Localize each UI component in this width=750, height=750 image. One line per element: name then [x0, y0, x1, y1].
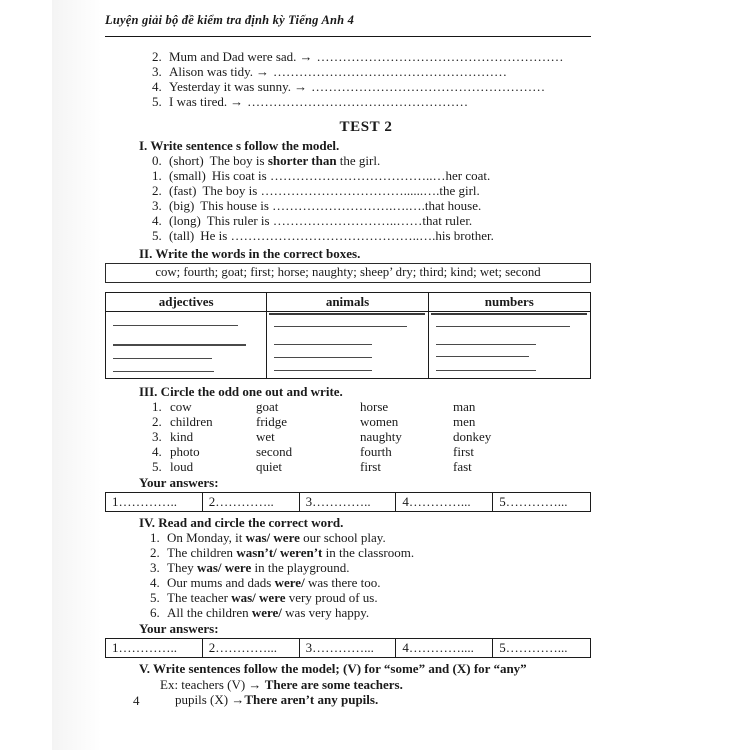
word-option: goat [256, 399, 279, 414]
item-text-after: was very happy. [281, 605, 370, 620]
answer-cell: 3………….. [300, 493, 397, 511]
item-bold-text: were/ [274, 575, 305, 590]
answer-cell: 3…………... [300, 639, 397, 657]
word-option: first [453, 444, 474, 459]
dotted-blank: ……………………………………..…. [230, 228, 436, 243]
list-item [152, 79, 591, 94]
example-label: Ex: teachers (V) → [160, 677, 265, 692]
word-option: quiet [256, 459, 282, 474]
odd-one-out-row [152, 414, 591, 429]
word-option: photo [170, 444, 200, 459]
section-1-heading: I. Write sentence s follow the model. [139, 138, 340, 153]
section-4-heading: IV. Read and circle the correct word. [139, 515, 344, 530]
arrow-icon: → [299, 49, 313, 64]
blank-line [113, 325, 238, 326]
section-5-heading: V. Write sentences follow the model; (V) for “some” and (X) for “any” [139, 661, 527, 676]
item-text: They [167, 560, 197, 575]
example-bold-text: There aren’t any pupils. [244, 692, 379, 707]
dotted-blank: ………………………..…… [272, 213, 423, 228]
section-1-items [152, 153, 591, 243]
item-bold-text: was/ were [245, 530, 300, 545]
arrow-icon: → [230, 94, 244, 109]
item-text-after: that house. [424, 198, 482, 213]
section-3-heading: III. Circle the odd one out and write. [139, 384, 343, 399]
odd-one-out-row [152, 444, 591, 459]
item-bold-text: was/ were [196, 560, 252, 575]
odd-one-out-row [152, 399, 591, 414]
dotted-blank: ………………………………..… [269, 168, 446, 183]
page-edge-shadow [52, 0, 102, 750]
word-option: fourth [360, 444, 392, 459]
answers-table-1 [105, 492, 591, 512]
list-item [152, 49, 591, 64]
blank-line [113, 371, 214, 372]
item-text: He is [200, 228, 231, 243]
item-text-after: that ruler. [422, 213, 473, 228]
item-text: His coat is [211, 168, 270, 183]
item-text: The boy is [209, 153, 268, 168]
item-bold-text: shorter than [267, 153, 337, 168]
blank-line [436, 326, 570, 327]
word-option: fast [453, 459, 472, 474]
test-title: TEST 2 [339, 119, 393, 135]
your-answers-label: Your answers: [139, 475, 219, 490]
word-option: wet [256, 429, 275, 444]
book-header-title: Luyện giải bộ đề kiểm tra định kỳ Tiếng Anh 4 [105, 13, 355, 27]
header-rule [105, 36, 591, 37]
table-column-animals [267, 312, 428, 378]
exercise-item [152, 198, 591, 213]
exercise-item [150, 590, 591, 605]
blank-line [274, 344, 372, 345]
column-header-numbers: numbers [429, 293, 590, 312]
item-text-after: in the classroom. [322, 545, 415, 560]
item-hint: (tall) [169, 228, 195, 243]
item-number: 5. [152, 459, 162, 474]
dotted-blank: ……………………………………………… [273, 64, 508, 79]
table-column-numbers [429, 312, 590, 378]
answer-cell: 1………….. [106, 493, 203, 511]
item-text-after: the girl. [439, 183, 480, 198]
item-number: 4. [152, 444, 162, 459]
example-label: pupils (X) → [175, 692, 245, 707]
blank-line [431, 313, 587, 315]
answer-cell: 2………….. [203, 493, 300, 511]
item-number: 4. [152, 213, 162, 228]
exercise-item [152, 168, 591, 183]
dotted-blank: ……………………………......…. [260, 183, 440, 198]
item-number: 3. [150, 560, 160, 575]
word-option: donkey [453, 429, 492, 444]
page-number: 4 [133, 693, 140, 708]
word-option: cow [170, 399, 192, 414]
item-bold-text: wasn’t/ weren’t [236, 545, 323, 560]
item-text: Our mums and dads [167, 575, 275, 590]
answer-cell: 1………….. [106, 639, 203, 657]
table-column-adjectives [106, 312, 267, 378]
exercise-item [150, 605, 591, 620]
word-option: second [256, 444, 293, 459]
list-item [152, 64, 591, 79]
item-number: 5. [152, 94, 162, 109]
arrow-icon: → [256, 64, 270, 79]
exercise-item [152, 213, 591, 228]
item-number: 0. [152, 153, 162, 168]
word-bank-box: cow; fourth; goat; first; horse; naughty; sheep’ dry; third; kind; wet; second [105, 263, 591, 283]
word-option: man [453, 399, 476, 414]
item-text-after: very proud of us. [285, 590, 378, 605]
item-text-after: her coat. [445, 168, 491, 183]
item-text: The boy is [202, 183, 261, 198]
blank-line [274, 326, 407, 327]
list-item [152, 94, 591, 109]
answer-cell: 4………….... [396, 639, 493, 657]
dotted-blank: ………………………………………………… [316, 49, 564, 64]
item-number: 2. [152, 183, 162, 198]
item-text: Yesterday it was sunny. [169, 79, 292, 94]
item-hint: (fast) [169, 183, 197, 198]
previous-exercise-items [152, 49, 591, 109]
item-number: 2. [152, 49, 162, 64]
blank-line [436, 344, 536, 345]
item-text-after: our school play. [299, 530, 386, 545]
column-header-animals: animals [267, 293, 428, 312]
odd-one-out-row [152, 429, 591, 444]
odd-one-out-row [152, 459, 591, 474]
answer-cell: 5…………... [499, 640, 568, 655]
item-text: I was tired. [169, 94, 228, 109]
your-answers-label: Your answers: [139, 621, 219, 636]
word-option: men [453, 414, 476, 429]
exercise-item [152, 228, 591, 243]
section-4-items [150, 530, 591, 620]
item-number: 1. [152, 399, 162, 414]
item-number: 1. [152, 168, 162, 183]
item-bold-text: was/ were [231, 590, 286, 605]
item-text-after: in the playground. [251, 560, 350, 575]
example-bold-text: There are some teachers. [264, 677, 403, 692]
item-text-after: the girl. [336, 153, 381, 168]
item-hint: (small) [169, 168, 206, 183]
arrow-icon: → [294, 79, 308, 94]
exercise-item [150, 545, 591, 560]
item-hint: (big) [169, 198, 195, 213]
exercise-item [150, 575, 591, 590]
blank-line [113, 358, 212, 359]
answers-table-2 [105, 638, 591, 658]
dotted-blank: ……………………….….…. [272, 198, 425, 213]
item-number: 5. [152, 228, 162, 243]
dotted-blank: …………………………………………… [247, 94, 469, 109]
answer-cell: 5…………... [499, 494, 568, 509]
item-text-after: his brother. [435, 228, 494, 243]
item-number: 2. [150, 545, 160, 560]
item-text: This ruler is [206, 213, 273, 228]
blank-line [274, 370, 372, 371]
word-option: kind [170, 429, 194, 444]
word-option: fridge [256, 414, 288, 429]
item-number: 4. [152, 79, 162, 94]
item-text-after: was there too. [304, 575, 381, 590]
blank-line [436, 356, 530, 357]
item-number: 6. [150, 605, 160, 620]
page-content [105, 0, 591, 707]
item-number: 3. [152, 429, 162, 444]
column-header-adjectives: adjectives [106, 293, 267, 312]
item-text: The teacher [167, 590, 232, 605]
example-sentence-1 [160, 677, 591, 692]
answer-cell: 2…………... [203, 639, 300, 657]
section-2-heading: II. Write the words in the correct boxes. [139, 246, 361, 261]
exercise-item [152, 153, 591, 168]
blank-line [274, 357, 372, 358]
word-option: women [360, 414, 399, 429]
word-option: first [360, 459, 381, 474]
item-text: On Monday, it [167, 530, 246, 545]
item-hint: (short) [169, 153, 204, 168]
word-option: naughty [360, 429, 402, 444]
answer-cell: 4…………... [396, 493, 493, 511]
item-text: This house is [200, 198, 273, 213]
item-text: The children [167, 545, 237, 560]
item-text: All the children [167, 605, 252, 620]
word-option: children [170, 414, 213, 429]
item-text: Alison was tidy. [169, 64, 254, 79]
item-number: 4. [150, 575, 160, 590]
item-text: Mum and Dad were sad. [169, 49, 297, 64]
item-number: 1. [150, 530, 160, 545]
dotted-blank: ……………………………………………… [311, 79, 546, 94]
item-hint: (long) [169, 213, 201, 228]
word-option: loud [170, 459, 194, 474]
classification-table [105, 292, 591, 379]
section-3-rows [152, 399, 591, 474]
exercise-item [152, 183, 591, 198]
example-sentence-2 [175, 692, 591, 707]
item-number: 2. [152, 414, 162, 429]
blank-line [113, 344, 246, 346]
word-option: horse [360, 399, 389, 414]
item-number: 3. [152, 64, 162, 79]
blank-line [436, 370, 536, 371]
item-number: 3. [152, 198, 162, 213]
exercise-item [150, 530, 591, 545]
exercise-item [150, 560, 591, 575]
blank-line [269, 313, 425, 315]
item-bold-text: were/ [251, 605, 282, 620]
item-number: 5. [150, 590, 160, 605]
